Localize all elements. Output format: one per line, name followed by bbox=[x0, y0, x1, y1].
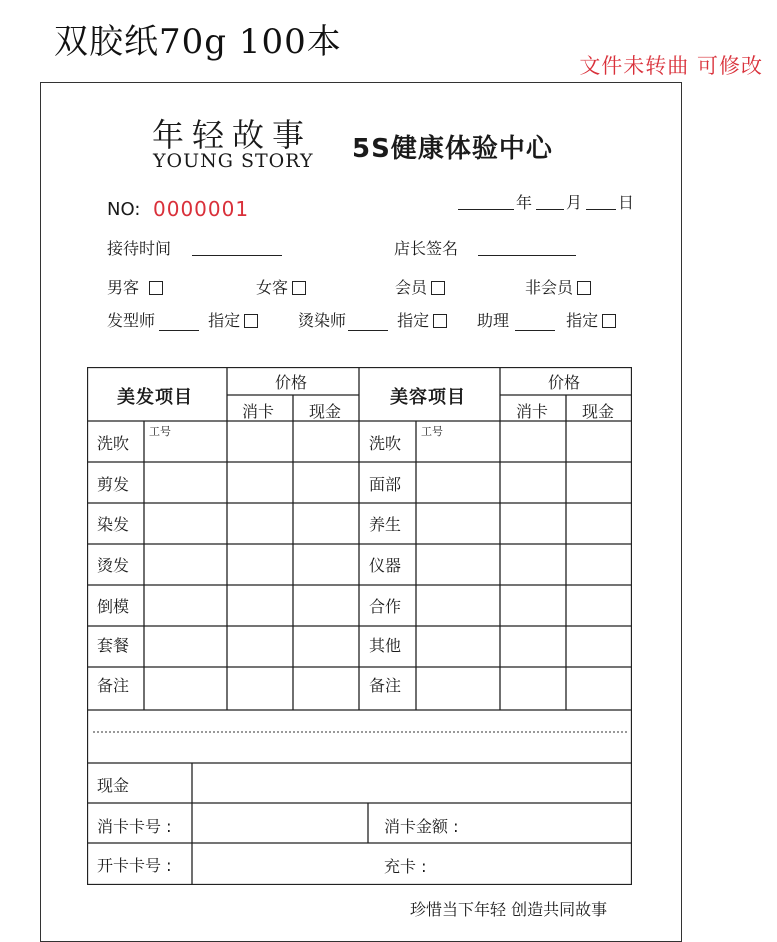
print-spec-title: 双胶纸70g 100本 bbox=[54, 22, 342, 62]
beauty-item: 备注 bbox=[369, 676, 402, 695]
non-member-label: 非会员 bbox=[525, 278, 574, 297]
hair-item: 套餐 bbox=[97, 636, 130, 655]
hair-card-header: 消卡 bbox=[242, 402, 275, 421]
serial-label: NO: bbox=[107, 199, 141, 220]
perm-dye-label: 烫染师 bbox=[298, 311, 347, 330]
table-grid bbox=[87, 367, 632, 885]
female-label: 女客 bbox=[256, 278, 289, 297]
hair-item: 烫发 bbox=[97, 556, 130, 575]
male-option bbox=[107, 275, 163, 298]
assistant-assign-checkbox[interactable] bbox=[602, 314, 616, 328]
beauty-item: 仪器 bbox=[369, 556, 402, 575]
center-name: 5S健康体验中心 bbox=[352, 134, 553, 164]
day-label: 日 bbox=[618, 193, 635, 212]
card-no-label: 消卡卡号 : bbox=[97, 817, 172, 836]
manager-sign-label: 店长签名 bbox=[394, 239, 459, 258]
beauty-item: 合作 bbox=[369, 597, 402, 616]
manager-sign-blank[interactable] bbox=[478, 254, 576, 256]
cash-label: 现金 bbox=[97, 776, 130, 795]
stylist-assign-checkbox[interactable] bbox=[244, 314, 258, 328]
hair-cash-header: 现金 bbox=[309, 402, 342, 421]
brand-name-cn: 年轻故事 bbox=[152, 116, 313, 154]
footer-slogan: 珍惜当下年轻 创造共同故事 bbox=[410, 900, 608, 919]
non-member-checkbox[interactable] bbox=[577, 281, 591, 295]
reception-time-label: 接待时间 bbox=[107, 239, 172, 258]
member-label: 会员 bbox=[395, 278, 428, 297]
beauty-card-header: 消卡 bbox=[516, 402, 549, 421]
non-member-option bbox=[525, 275, 591, 298]
assistant-blank[interactable] bbox=[515, 314, 555, 331]
assistant-label: 助理 bbox=[477, 311, 510, 330]
assistant-assign-label: 指定 bbox=[566, 311, 599, 330]
day-blank[interactable] bbox=[586, 208, 616, 210]
assistant-field bbox=[477, 308, 616, 331]
beauty-item: 洗吹 bbox=[369, 434, 402, 453]
hair-item: 染发 bbox=[97, 515, 130, 534]
stylist-label: 发型师 bbox=[107, 311, 156, 330]
beauty-header: 美容项目 bbox=[390, 387, 466, 408]
brand-name-en: YOUNG STORY bbox=[153, 150, 314, 172]
beauty-item: 面部 bbox=[369, 475, 402, 494]
member-checkbox[interactable] bbox=[431, 281, 445, 295]
open-card-label: 开卡卡号 : bbox=[97, 856, 172, 875]
editable-note: 文件未转曲 可修改 bbox=[579, 54, 763, 78]
female-option bbox=[256, 275, 306, 298]
perm-dye-assign-checkbox[interactable] bbox=[433, 314, 447, 328]
beauty-staff-no-label: 工号 bbox=[421, 425, 443, 438]
hair-item: 备注 bbox=[97, 676, 130, 695]
service-table bbox=[87, 367, 632, 885]
male-label: 男客 bbox=[107, 278, 140, 297]
serial-number: 0000001 bbox=[153, 197, 250, 221]
female-checkbox[interactable] bbox=[292, 281, 306, 295]
stylist-field bbox=[107, 308, 258, 331]
perm-dye-field bbox=[298, 308, 447, 331]
stylist-assign-label: 指定 bbox=[208, 311, 241, 330]
hair-item: 倒模 bbox=[97, 597, 130, 616]
beauty-cash-header: 现金 bbox=[582, 402, 615, 421]
hair-item: 剪发 bbox=[97, 475, 130, 494]
beauty-item: 养生 bbox=[369, 515, 402, 534]
hair-staff-no-label: 工号 bbox=[149, 425, 171, 438]
year-label: 年 bbox=[516, 193, 533, 212]
hair-item: 洗吹 bbox=[97, 434, 130, 453]
beauty-price-header: 价格 bbox=[548, 373, 581, 392]
member-option bbox=[395, 275, 445, 298]
hair-price-header: 价格 bbox=[275, 373, 308, 392]
month-blank[interactable] bbox=[536, 208, 564, 210]
male-checkbox[interactable] bbox=[149, 281, 163, 295]
reception-time-blank[interactable] bbox=[192, 254, 282, 256]
month-label: 月 bbox=[566, 193, 583, 212]
card-amount-label: 消卡金额 : bbox=[384, 817, 459, 836]
recharge-label: 充卡 : bbox=[384, 857, 427, 876]
year-blank[interactable] bbox=[458, 208, 514, 210]
perm-dye-assign-label: 指定 bbox=[397, 311, 430, 330]
hair-header: 美发项目 bbox=[117, 387, 193, 408]
perm-dye-blank[interactable] bbox=[348, 314, 388, 331]
beauty-item: 其他 bbox=[369, 636, 402, 655]
stylist-blank[interactable] bbox=[159, 314, 199, 331]
